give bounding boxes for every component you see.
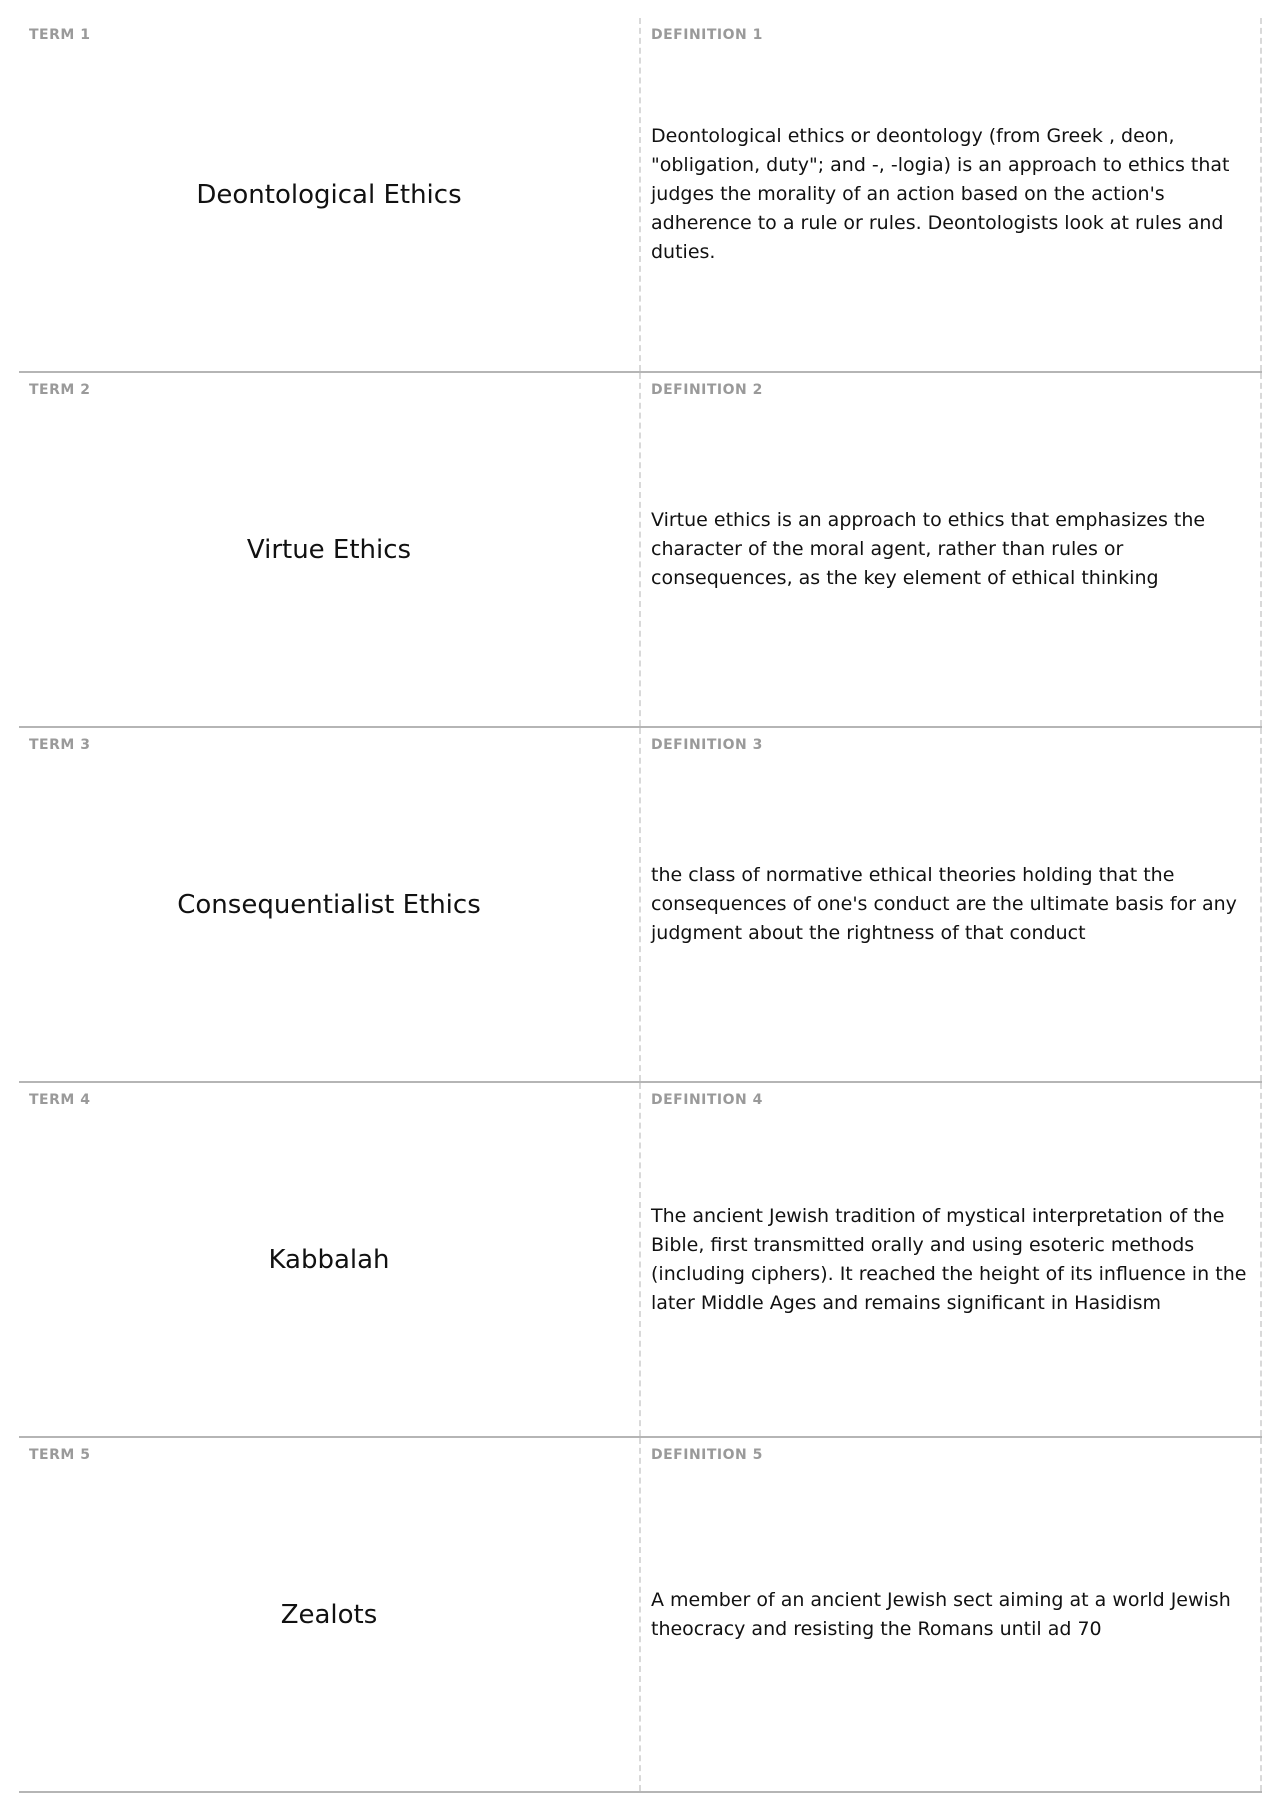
flashcard-row (19, 373, 1262, 728)
flashcard-row (19, 728, 1262, 1083)
term-cell (19, 373, 641, 726)
term-label: TERM 1 (29, 27, 91, 43)
term-value: Kabbalah (268, 1244, 390, 1275)
definition-cell (641, 18, 1262, 371)
flashcard-row (19, 1438, 1262, 1793)
definition-label: DEFINITION 5 (651, 1447, 763, 1463)
definition-cell (641, 1083, 1262, 1436)
definition-text (651, 18, 1250, 371)
flashcard-row (19, 1083, 1262, 1438)
term-cell (19, 1083, 641, 1436)
flashcard-sheet (19, 18, 1262, 1793)
definition-cell (641, 1438, 1262, 1791)
term-label: TERM 4 (29, 1092, 91, 1108)
definition-label: DEFINITION 3 (651, 737, 763, 753)
term-text (19, 1083, 639, 1436)
definition-cell (641, 728, 1262, 1081)
definition-value: Virtue ethics is an approach to ethics that emphasizes the character of the moral agent, rather than rules or consequences, as the key element of ethical thinking (651, 509, 1206, 589)
term-text (19, 728, 639, 1081)
term-cell (19, 728, 641, 1081)
term-label: TERM 3 (29, 737, 91, 753)
term-cell (19, 18, 641, 371)
definition-text (651, 1438, 1250, 1791)
term-cell (19, 1438, 641, 1791)
term-text (19, 1438, 639, 1791)
term-value: Consequentialist Ethics (177, 889, 481, 920)
definition-label: DEFINITION 4 (651, 1092, 763, 1108)
definition-value: the class of normative ethical theories holding that the consequences of one's conduct are the ultimate basis for any judgment about the rightness of that conduct (651, 864, 1237, 944)
definition-label: DEFINITION 1 (651, 27, 763, 43)
definition-value: The ancient Jewish tradition of mystical interpretation of the Bible, first transmitted orally and using esoteric methods (including ciphers). It reached the height of its influence in the later Middle Ages and remains significant in Hasidism (651, 1204, 1247, 1314)
term-label: TERM 2 (29, 382, 91, 398)
term-value: Virtue Ethics (246, 534, 412, 565)
definition-text (651, 373, 1250, 726)
definition-text (651, 728, 1250, 1081)
definition-value: Deontological ethics or deontology (from Greek , deon, "obligation, duty"; and -, -logia) is an approach to ethics that judges the morality of an action based on the action's adherence to a rule or rules. Deontologists look at rules and duties. (651, 125, 1230, 263)
flashcard-row (19, 18, 1262, 373)
term-value: Deontological Ethics (196, 179, 462, 210)
term-value: Zealots (280, 1599, 378, 1630)
term-label: TERM 5 (29, 1447, 91, 1463)
definition-cell (641, 373, 1262, 726)
term-text (19, 18, 639, 371)
definition-value: A member of an ancient Jewish sect aiming at a world Jewish theocracy and resisting the Romans until ad 70 (651, 1588, 1231, 1640)
term-text (19, 373, 639, 726)
definition-text (651, 1083, 1250, 1436)
definition-label: DEFINITION 2 (651, 382, 763, 398)
